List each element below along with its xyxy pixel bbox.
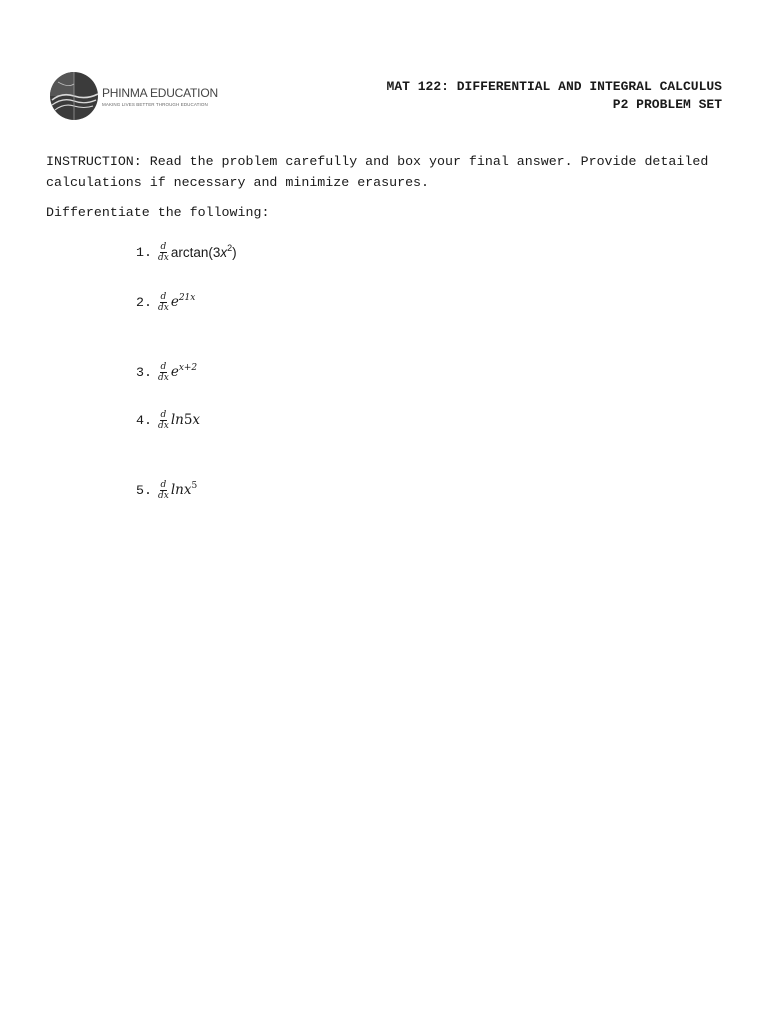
- exponent: x+2: [178, 363, 198, 373]
- problem-3: [136, 357, 197, 387]
- derivative-operator: [158, 292, 169, 313]
- open-paren: (: [208, 244, 213, 260]
- derivative-operator: [158, 410, 169, 431]
- problem-2: [136, 287, 195, 317]
- problem-number: 2.: [136, 294, 152, 310]
- derivative-operator: [158, 362, 169, 383]
- exponent: 21x: [178, 293, 196, 303]
- problem-4: [136, 405, 200, 435]
- derivative-denominator: dx: [157, 420, 169, 431]
- variable: x: [220, 244, 228, 260]
- variable: x: [192, 412, 201, 428]
- problem-number: 3.: [136, 364, 152, 380]
- math-expression: [171, 482, 197, 498]
- base: e: [170, 364, 179, 380]
- derivative-numerator: d: [160, 409, 167, 420]
- derivative-operator: [158, 242, 169, 263]
- derivative-operator: [158, 480, 169, 501]
- exponent: 5: [191, 481, 198, 491]
- derivative-numerator: d: [160, 479, 167, 490]
- derivative-denominator: dx: [157, 252, 169, 263]
- problem-number: 1.: [136, 244, 152, 260]
- problem-1: [136, 237, 237, 267]
- document-header: [387, 78, 722, 114]
- logo-name: PHINMA EDUCATION: [102, 86, 218, 100]
- function-name: ln: [170, 482, 184, 498]
- derivative-denominator: dx: [157, 372, 169, 383]
- problem-5: [136, 475, 197, 505]
- exponent: 2: [227, 242, 233, 253]
- derivative-denominator: dx: [157, 302, 169, 313]
- math-expression: [170, 242, 237, 260]
- derivative-numerator: d: [160, 361, 167, 372]
- math-expression: [171, 364, 197, 380]
- base: e: [170, 294, 179, 310]
- coefficient: 3: [212, 244, 221, 260]
- math-expression: [171, 412, 200, 428]
- function-name: ln: [170, 412, 184, 428]
- instruction-text: INSTRUCTION: Read the problem carefully and box your final answer. Provide detailed calculations if necessary and minimize erasures.: [46, 154, 709, 190]
- course-title: MAT 122: DIFFERENTIAL AND INTEGRAL CALCULUS: [386, 79, 722, 94]
- variable: x: [183, 482, 192, 498]
- phinma-logo: [48, 70, 218, 122]
- globe-logo-icon: [48, 70, 100, 122]
- lead-text: Differentiate the following:: [46, 205, 270, 220]
- coefficient: 5: [183, 412, 193, 428]
- problem-number: 5.: [136, 482, 152, 498]
- problem-set-title: P2 PROBLEM SET: [612, 97, 722, 112]
- math-expression: [171, 294, 196, 310]
- problem-number: 4.: [136, 412, 152, 428]
- close-paren: ): [232, 244, 237, 260]
- derivative-numerator: d: [160, 291, 167, 302]
- derivative-numerator: d: [160, 241, 167, 252]
- logo-tagline: MAKING LIVES BETTER THROUGH EDUCATION: [102, 102, 208, 107]
- function-name: arctan: [170, 244, 209, 260]
- derivative-denominator: dx: [157, 490, 169, 501]
